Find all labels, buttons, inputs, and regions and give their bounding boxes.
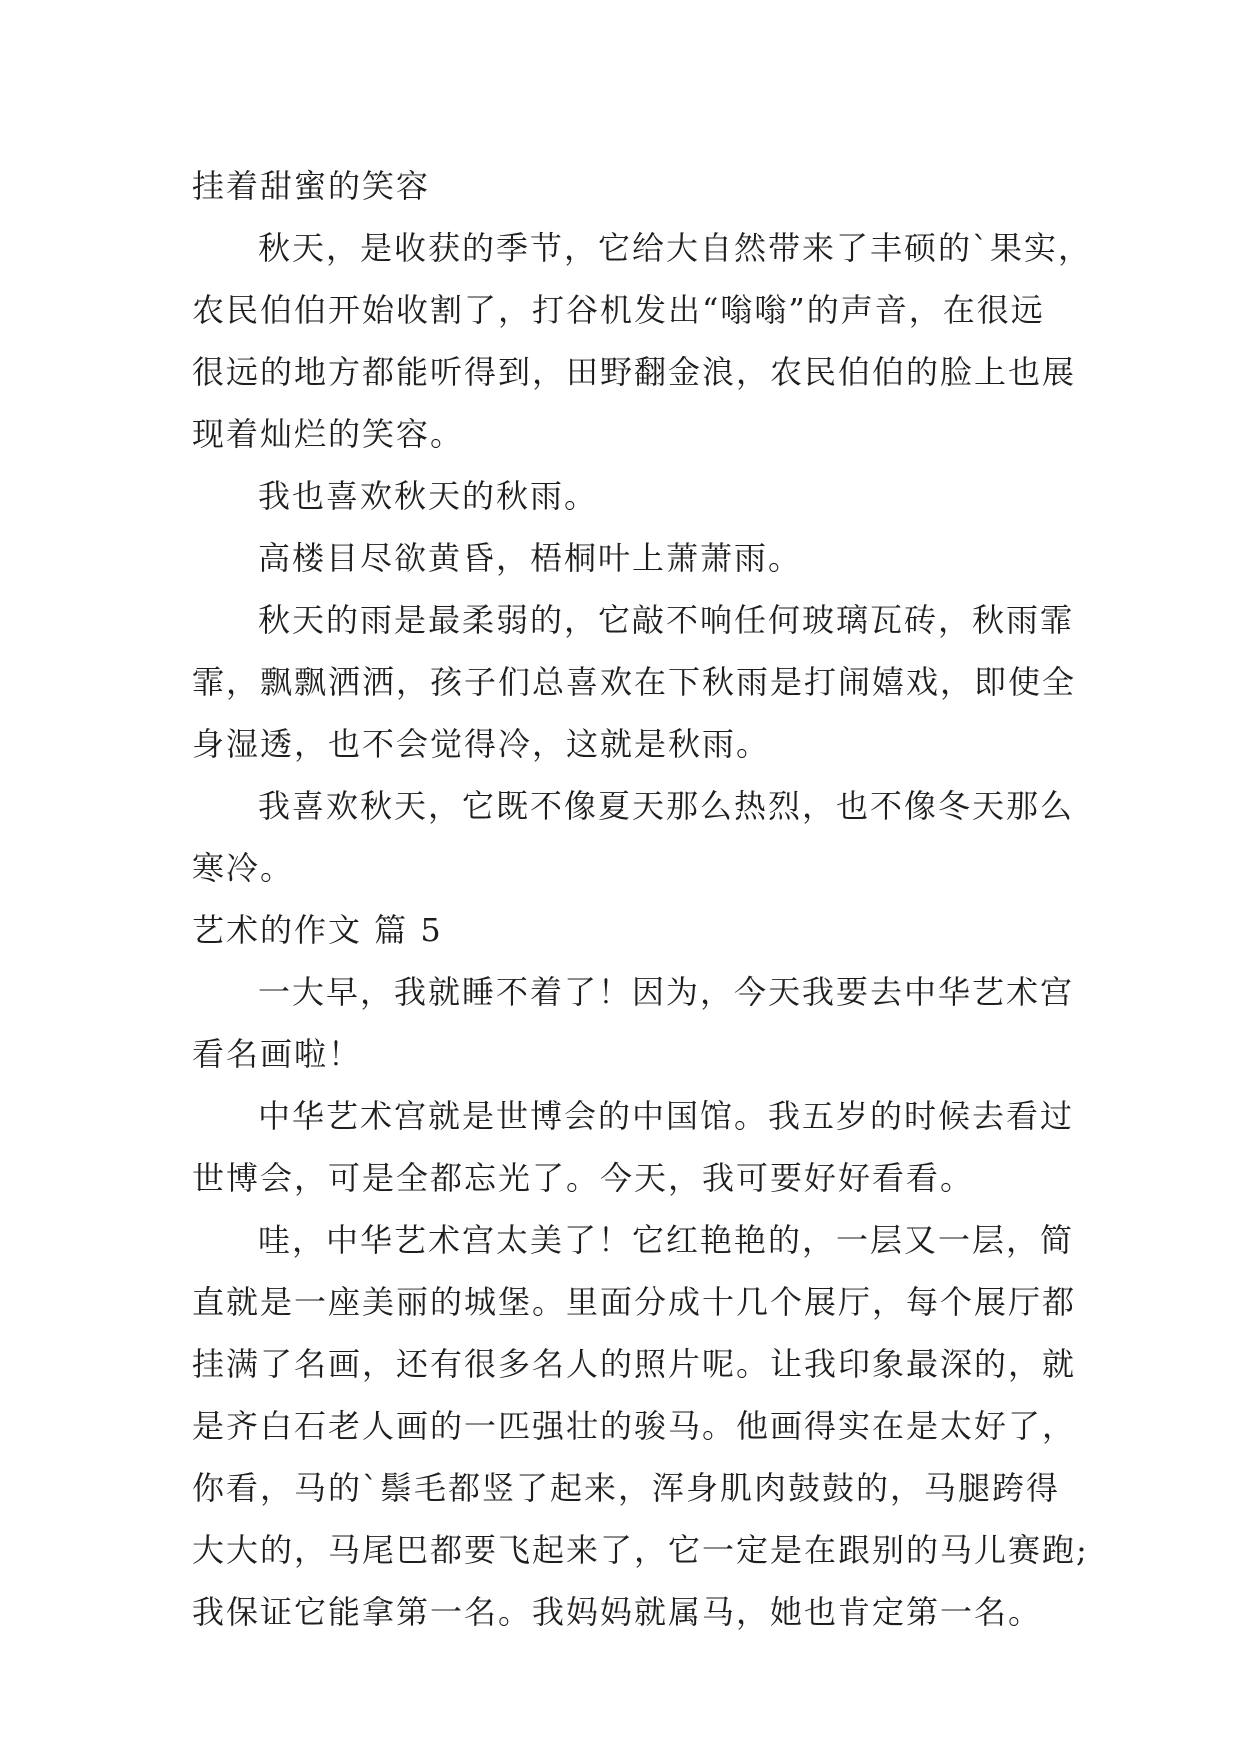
text-line: 中华艺术宫就是世博会的中国馆。我五岁的时候去看过 <box>258 1097 1075 1135</box>
text-line: 很远的地方都能听得到，田野翻金浪，农民伯伯的脸上也展 <box>192 353 1077 391</box>
text-line: 是齐白石老人画的一匹强壮的骏马。他画得实在是太好了， <box>192 1407 1077 1445</box>
text-line: 世博会，可是全都忘光了。今天，我可要好好看看。 <box>192 1159 975 1197</box>
text-line: 哇，中华艺术宫太美了！它红艳艳的，一层又一层，简 <box>258 1221 1075 1259</box>
section-heading: 艺术的作文 篇 5 <box>192 911 443 949</box>
text-line: 我保证它能拿第一名。我妈妈就属马，她也肯定第一名。 <box>192 1593 1043 1631</box>
text-line: 秋天的雨是最柔弱的，它敲不响任何玻璃瓦砖，秋雨霏 <box>258 601 1075 639</box>
text-line: 寒冷。 <box>192 849 295 887</box>
text-line: 挂满了名画，还有很多名人的照片呢。让我印象最深的，就 <box>192 1345 1077 1383</box>
text-line: 直就是一座美丽的城堡。里面分成十几个展厅，每个展厅都 <box>192 1283 1077 1321</box>
text-line: 大大的，马尾巴都要飞起来了，它一定是在跟别的马儿赛跑; <box>192 1531 1089 1569</box>
text-line: 高楼目尽欲黄昏，梧桐叶上萧萧雨。 <box>258 539 803 577</box>
text-line: 我也喜欢秋天的秋雨。 <box>258 477 599 515</box>
text-line: 身湿透，也不会觉得冷，这就是秋雨。 <box>192 725 771 763</box>
text-line: 霏，飘飘洒洒，孩子们总喜欢在下秋雨是打闹嬉戏，即使全 <box>192 663 1077 701</box>
text-line: 秋天，是收获的季节，它给大自然带来了丰硕的`果实， <box>258 229 1093 267</box>
text-line: 我喜欢秋天，它既不像夏天那么热烈，也不像冬天那么 <box>258 787 1075 825</box>
text-line: 现着灿烂的笑容。 <box>192 415 465 453</box>
text-line: 挂着甜蜜的笑容 <box>192 167 431 205</box>
text-line: 你看，马的`鬃毛都竖了起来，浑身肌肉鼓鼓的，马腿跨得 <box>192 1469 1061 1507</box>
text-line: 一大早，我就睡不着了！因为，今天我要去中华艺术宫 <box>258 973 1075 1011</box>
text-line: 农民伯伯开始收割了，打谷机发出“嗡嗡”的声音，在很远 <box>192 291 1045 329</box>
text-line: 看名画啦！ <box>192 1035 363 1073</box>
